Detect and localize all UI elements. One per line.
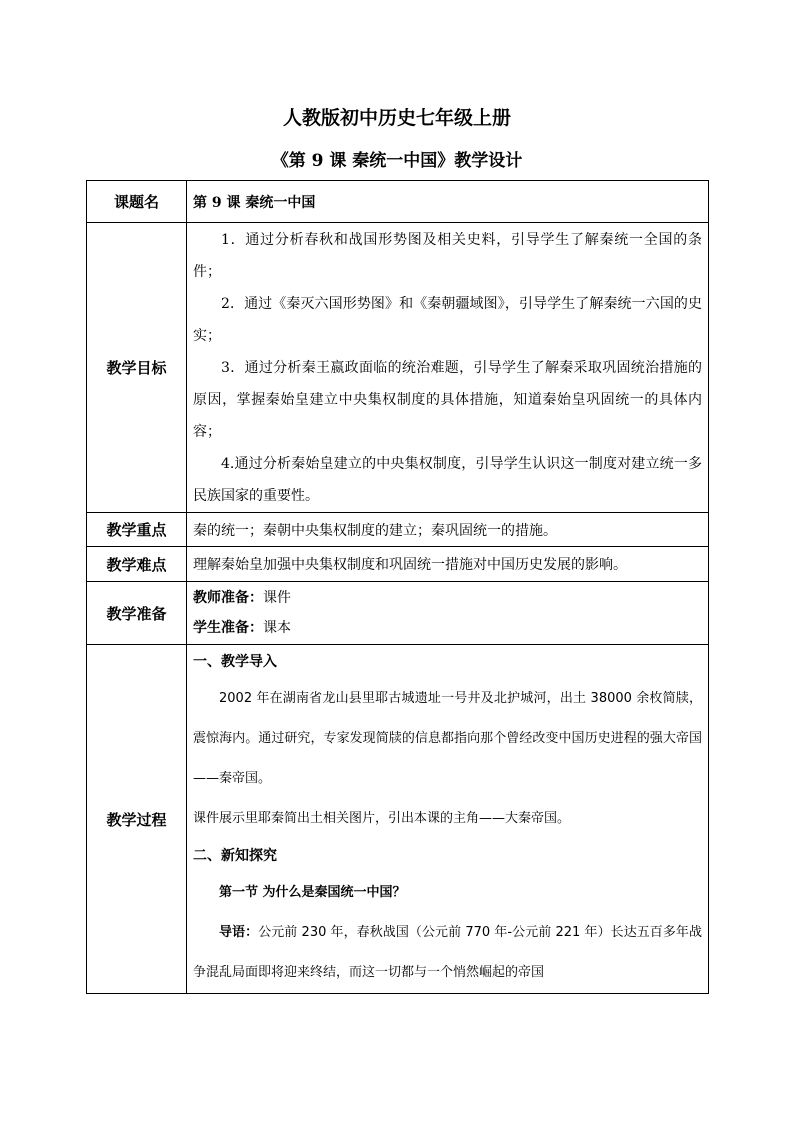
section-heading: 第一节 为什么是秦国统一中国？ [219,885,406,900]
table-row [87,513,709,547]
difficulties-value: 理解秦始皇加强中央集权制度和巩固统一措施对中国历史发展的影响。 [187,547,709,582]
table-row [87,223,709,513]
objective-item: 2．通过《秦灭六国形势图》和《秦朝疆域图》，引导学生了解秦统一六国的史实； [193,295,702,344]
guide-text: 公元前 230 年，春秋战国（公元前 770 年-公元前 221 年）长达五百多年战争混乱局面即将迎来终结，而这一切都与一个悄然崛起的帝国 [193,925,702,980]
process-cell [187,645,709,994]
teacher-prep-value: 课件 [263,590,291,606]
table-row [87,547,709,582]
objective-item: 4.通过分析秦始皇建立的中央集权制度，引导学生认识这一制度对建立统一多民族国家的重要性。 [193,455,702,504]
preparation-label: 教学准备 [87,582,187,645]
objectives-cell [187,223,709,513]
topic-label: 课题名 [87,181,187,223]
teacher-preparation [193,583,702,613]
objective-item: 3．通过分析秦王嬴政面临的统治难题，引导学生了解秦采取巩固统治措施的原因，掌握秦始皇建立中央集权制度的具体措施，知道秦始皇巩固统一的具体内容； [193,359,702,440]
topic-value: 第 9 课 秦统一中国 [187,181,709,223]
intro-note: 课件展示里耶秦简出土相关图片，引出本课的主角——大秦帝国。 [193,811,571,826]
process-label: 教学过程 [87,645,187,994]
objectives-label: 教学目标 [87,223,187,513]
intro-paragraph: 2002 年在湖南省龙山县里耶古城遗址一号井及北护城河，出土 38000 余枚简牍，震惊海内。通过研究，专家发现简牍的信息都指向那个曾经改变中国历史进程的强大帝国——秦帝国。 [193,691,702,786]
guide-label: 导语： [219,925,259,940]
document-title: 人教版初中历史七年级上册 [282,107,511,129]
student-prep-value: 课本 [263,620,291,636]
table-row [87,645,709,994]
lesson-plan-table [86,180,709,994]
preparation-cell [187,582,709,645]
teacher-prep-label: 教师准备： [193,590,263,606]
key-points-value: 秦的统一；秦朝中央集权制度的建立；秦巩固统一的措施。 [187,513,709,547]
student-prep-label: 学生准备： [193,620,263,636]
objective-item: 1．通过分析春秋和战国形势图及相关史料，引导学生了解秦统一全国的条件； [193,231,702,280]
explore-heading: 二、新知探究 [193,848,277,864]
table-row [87,582,709,645]
difficulties-label: 教学难点 [87,547,187,582]
intro-heading: 一、教学导入 [193,654,277,670]
guide-paragraph [193,913,702,993]
table-row [87,181,709,223]
key-points-label: 教学重点 [87,513,187,547]
student-preparation [193,613,702,643]
document-subtitle: 《第 9 课 秦统一中国》教学设计 [271,151,523,171]
